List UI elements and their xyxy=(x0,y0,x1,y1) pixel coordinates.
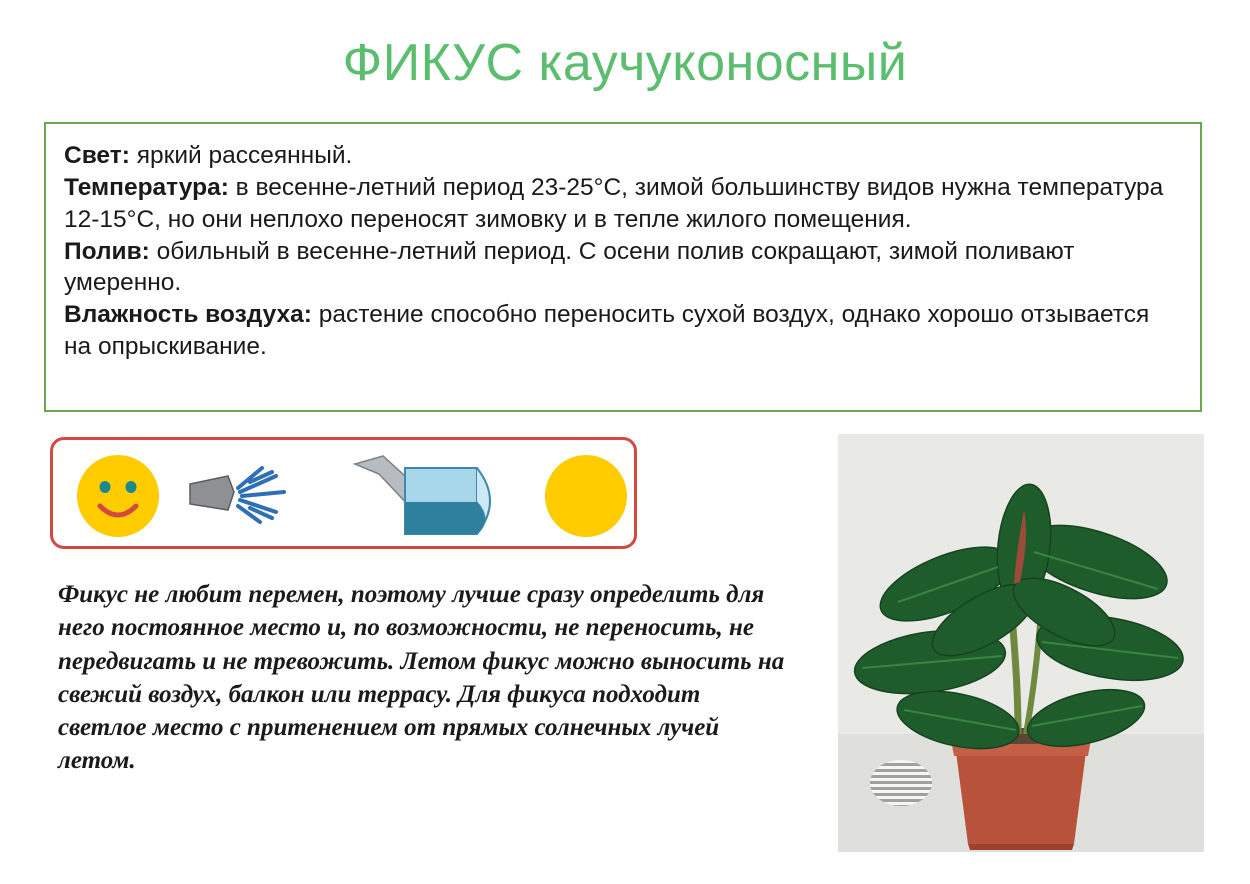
care-value-light: яркий рассеянный. xyxy=(129,142,353,169)
care-label-light: Свет: xyxy=(64,142,130,169)
care-info-box xyxy=(44,122,1202,412)
smiley-face-icon xyxy=(76,454,160,538)
care-value-watering: обильный в весенне-летний период. С осени полив сокращают, зимой поливают умеренно. xyxy=(64,237,1075,297)
watermark-icon xyxy=(870,760,932,806)
care-label-humidity: Влажность воздуха: xyxy=(64,301,312,329)
care-value-temperature: в весенне-летний период 23-25°C, зимой большинству видов нужна температура 12-15°C, но они неплохо переносят зимовку и в тепле жилого помещения. xyxy=(64,173,1164,233)
watering-can-icon xyxy=(353,452,518,542)
spray-bottle-icon xyxy=(188,462,328,532)
plant-photo xyxy=(838,434,1204,852)
care-label-temperature: Температура: xyxy=(64,173,229,201)
care-line-humidity xyxy=(64,299,1182,363)
care-label-watering: Полив: xyxy=(64,237,150,265)
sun-icon xyxy=(545,455,627,537)
care-note-text: Фикус не любит перемен, поэтому лучше сразу определить для него постоянное место и, по возможности, не переносить, не передвигать и не тревожить. Летом фикус можно выносить на свежий воздух, балкон или террасу. Для фикуса подходит светлое место с притенением от прямых солнечных лучей летом. xyxy=(58,581,785,775)
care-line-light xyxy=(64,140,1182,172)
care-value-humidity: растение способно переносить сухой воздух, однако хорошо отзывается на опрыскивание. xyxy=(64,301,1150,361)
care-line-temperature xyxy=(64,172,1182,236)
care-icon-strip xyxy=(50,437,637,549)
care-line-watering xyxy=(64,236,1182,300)
page-title: ФИКУС каучуконосный xyxy=(342,34,908,92)
